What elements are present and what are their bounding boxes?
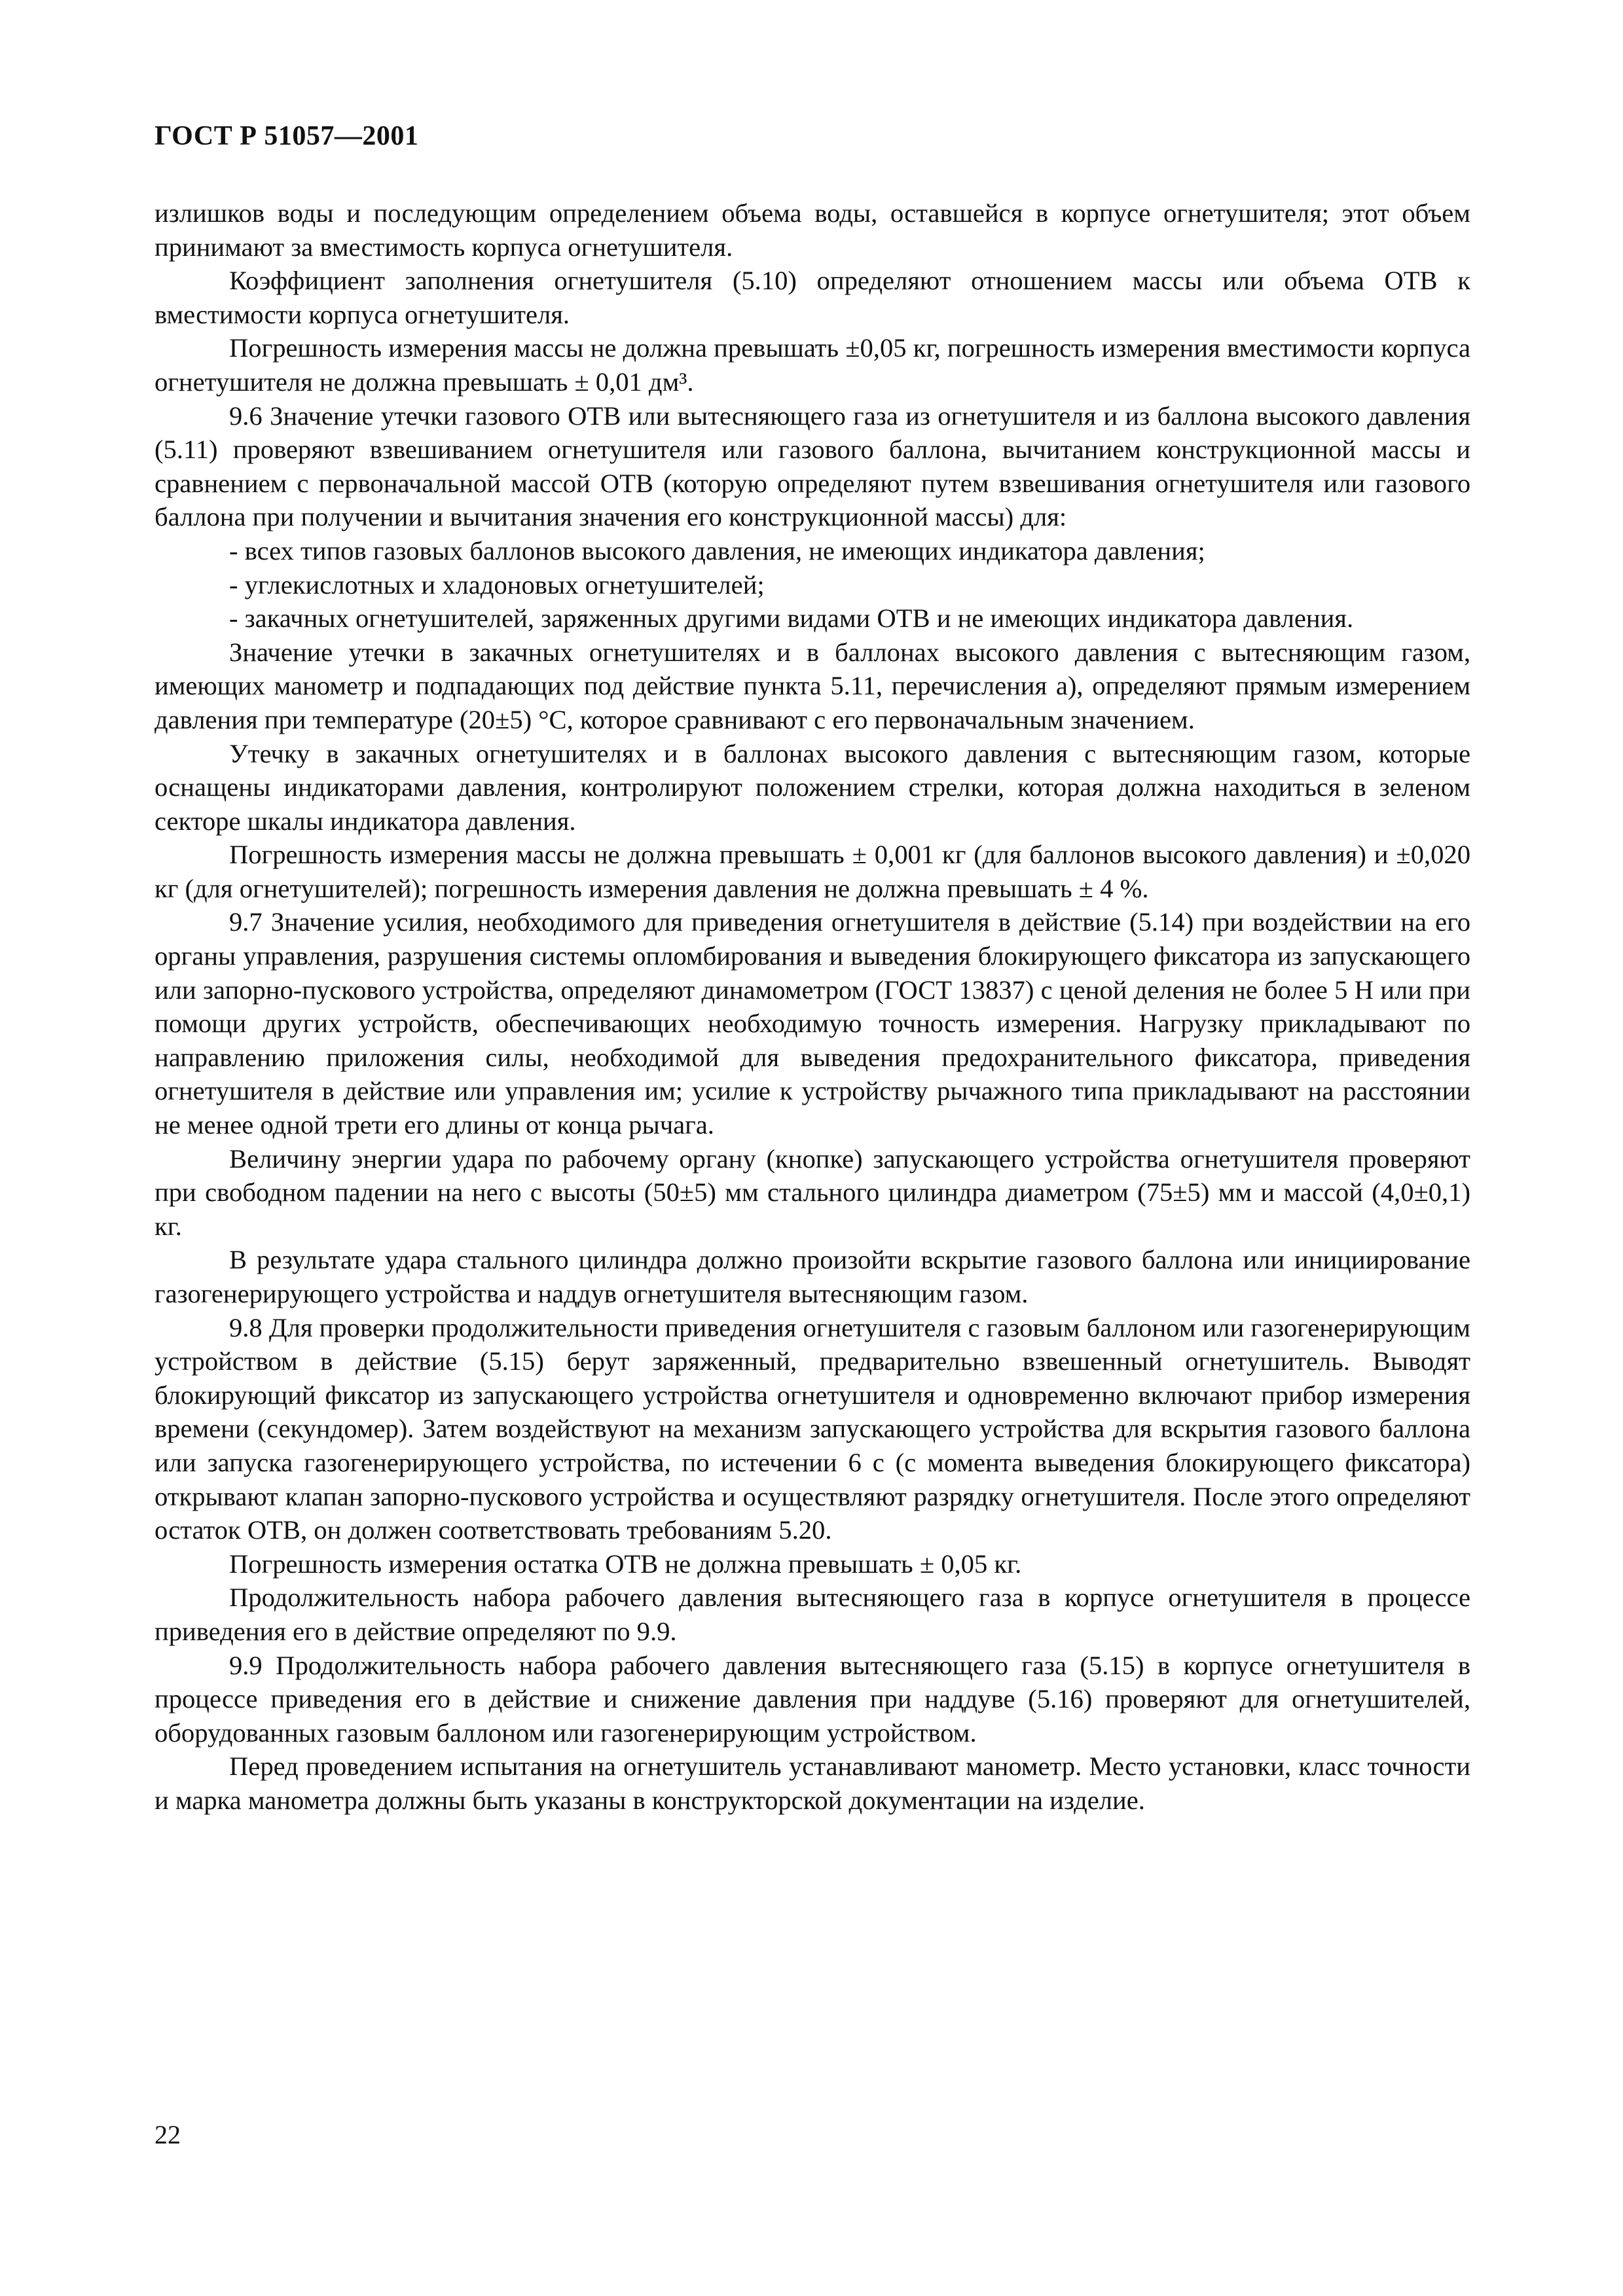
paragraph: Величину энергии удара по рабочему органу (кнопке) запускающего устройства огнетушителя проверяют при свободном падении на него с высоты (50±5) мм стального цилиндра диаметром (75±5) мм и массой (4,0±0,1) кг.	[155, 1143, 1470, 1241]
paragraph: В результате удара стального цилиндра должно произойти вскрытие газового баллона или инициирование газогенерирующего устройства и наддув огнетушителя вытесняющим газом.	[155, 1245, 1470, 1308]
paragraph: Коэффициент заполнения огнетушителя (5.10) определяют отношением массы или объема ОТВ к вместимости корпуса огнетушителя.	[155, 266, 1470, 329]
list-item: - углекислотных и хладоновых огнетушителей;	[229, 569, 765, 600]
paragraph: Перед проведением испытания на огнетушитель устанавливают манометр. Место установки, класс точности и марка манометра должны быть указаны в конструкторской документации на изделие.	[155, 1751, 1470, 1815]
paragraph: Утечку в закачных огнетушителях и в баллонах высокого давления с вытесняющим газом, которые оснащены индикаторами давления, контролируют положением стрелки, которая должна находиться в зеленом секторе шкалы индикатора давления.	[155, 738, 1470, 836]
list-item: - всех типов газовых баллонов высокого давления, не имеющих индикатора давления;	[229, 535, 1205, 565]
paragraph: Значение утечки в закачных огнетушителях и в баллонах высокого давления с вытесняющим газом, имеющих манометр и подпадающих под действие пункта 5.11, перечисления а), определяют прямым измерением давления при температуре (20±5) °С, которое сравнивают с его первоначальным значением.	[155, 637, 1470, 734]
paragraph: Погрешность измерения остатка ОТВ не должна превышать ± 0,05 кг.	[229, 1549, 1022, 1579]
document-body	[155, 196, 1470, 1818]
list-item: - закачных огнетушителей, заряженных другими видами ОТВ и не имеющих индикатора давления.	[229, 603, 1354, 634]
paragraph-9-9: 9.9 Продолжительность набора рабочего давления вытесняющего газа (5.15) в корпусе огнетушителя в процессе приведения его в действие и снижение давления при наддуве (5.16) проверяют для огнетушителей, оборудованных газовым баллоном или газогенерирующим устройством.	[155, 1650, 1470, 1748]
paragraph-9-7: 9.7 Значение усилия, необходимого для приведения огнетушителя в действие (5.14) при воздействии на его органы управления, разрушения системы опломбирования и выведения блокирующего фиксатора из запускающего или запорно-пускового устройства, определяют динамометром (ГОСТ 13837) с ценой деления не более 5 Н или при помощи других устройств, обеспечивающих необходимую точность измерения. Нагрузку прикладывают по направлению приложения силы, необходимой для выведения предохранительного фиксатора, приведения огнетушителя в действие или управления им; усилие к устройству рычажного типа прикладывают на расстоянии не менее одной трети его длины от конца рычага.	[155, 907, 1470, 1140]
paragraph-9-6: 9.6 Значение утечки газового ОТВ или вытесняющего газа из огнетушителя и из баллона высокого давления (5.11) проверяют взвешиванием огнетушителя или газового баллона, вычитанием конструкционной массы и сравнением с первоначальной массой ОТВ (которую определяют путем взвешивания огнетушителя или газового баллона при получении и вычитания значения его конструкционной массы) для:	[155, 401, 1470, 532]
page-number: 22	[155, 2120, 181, 2149]
paragraph: Погрешность измерения массы не должна превышать ± 0,001 кг (для баллонов высокого давления) и ±0,020 кг (для огнетушителей); погрешность измерения давления не должна превышать ± 4 %.	[155, 840, 1470, 903]
paragraph-9-8: 9.8 Для проверки продолжительности приведения огнетушителя с газовым баллоном или газогенерирующим устройством в действие (5.15) берут заряженный, предварительно взвешенный огнетушитель. Выводят блокирующий фиксатор из запускающего устройства огнетушителя и одновременно включают прибор измерения времени (секундомер). Затем воздействуют на механизм запускающего устройства для вскрытия газового баллона или запуска газогенерирующего устройства, по истечении 6 с (с момента выведения блокирующего фиксатора) открывают клапан запорно-пускового устройства и осуществляют разрядку огнетушителя. После этого определяют остаток ОТВ, он должен соответствовать требованиям 5.20.	[155, 1312, 1470, 1545]
paragraph: Продолжительность набора рабочего давления вытесняющего газа в корпусе огнетушителя в процессе приведения его в действие определяют по 9.9.	[155, 1583, 1470, 1646]
paragraph: Погрешность измерения массы не должна превышать ±0,05 кг, погрешность измерения вместимости корпуса огнетушителя не должна превышать ± 0,01 дм³.	[155, 333, 1470, 397]
document-header: ГОСТ Р 51057—2001	[155, 121, 419, 151]
paragraph: излишков воды и последующим определением объема воды, оставшейся в корпусе огнетушителя; этот объем принимают за вместимость корпуса огнетушителя.	[155, 198, 1470, 262]
